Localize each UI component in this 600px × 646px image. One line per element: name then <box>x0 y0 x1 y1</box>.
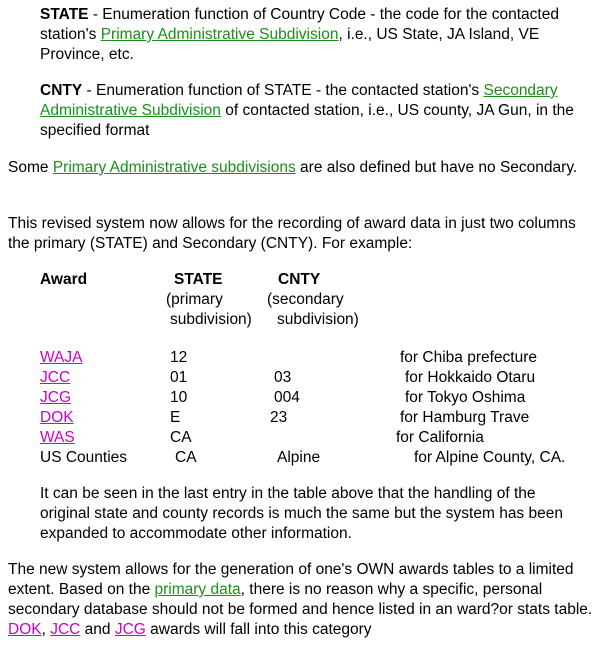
table-cell-note: for Hokkaido Otaru <box>405 369 536 386</box>
table-cell-note: for California <box>396 429 484 446</box>
table-cell-note: for Chiba prefecture <box>400 349 537 366</box>
jcc-link[interactable]: JCC <box>50 621 81 638</box>
award-link-jcc[interactable]: JCC <box>40 369 71 386</box>
header-award: Award <box>40 271 88 288</box>
award-link-jcg[interactable]: JCG <box>40 389 71 406</box>
header-cnty-sub1: (secondary <box>267 291 344 308</box>
jcg-link[interactable]: JCG <box>114 621 146 638</box>
state-term: STATE <box>40 6 89 23</box>
header-cnty: CNTY <box>278 271 321 288</box>
p3-after: are also defined but have no Secondary. <box>295 159 578 176</box>
table-cell-cnty: 004 <box>274 389 300 406</box>
table-cell-note: for Alpine County, CA. <box>414 449 566 466</box>
state-def-text: - Enumeration function of Country Code - the code for the contacted station's <box>40 6 559 43</box>
state-definition <box>40 5 595 65</box>
primary-data-link[interactable]: primary data <box>154 581 241 598</box>
table-cell-note: for Tokyo Oshima <box>405 389 526 406</box>
p3-before: Some <box>8 159 53 176</box>
revised-system-paragraph: This revised system now allows for the recording of award data in just two columns the primary (STATE) and Secondary (CNTY). For example: <box>8 215 576 252</box>
table-cell-state: CA <box>175 449 197 466</box>
table-cell-state: CA <box>170 429 192 446</box>
p6-sep2: and <box>80 621 115 638</box>
table-cell-state: 10 <box>170 389 188 406</box>
award-link-was[interactable]: WAS <box>40 429 75 446</box>
p6-sep1: , <box>41 621 51 638</box>
header-state-sub2: subdivision) <box>170 311 252 328</box>
header-cnty-sub2: subdivision) <box>277 311 359 328</box>
table-cell-note: for Hamburg Trave <box>400 409 530 426</box>
table-cell-award: US Counties <box>40 449 128 466</box>
table-cell-cnty: Alpine <box>277 449 321 466</box>
primary-subdivision-link[interactable]: Primary Administrative Subdivision <box>100 26 339 43</box>
header-state-sub1: (primary <box>166 291 223 308</box>
cnty-term: CNTY <box>40 82 83 99</box>
dok-link[interactable]: DOK <box>8 621 42 638</box>
primary-subdivisions-link[interactable]: Primary Administrative subdivisions <box>52 159 296 176</box>
table-cell-state: E <box>170 409 181 426</box>
p6-middle: , there is no reason why a specific, personal secondary database should not be formed and hence listed in an ward?or stats table. <box>8 581 593 618</box>
cnty-definition <box>40 81 595 141</box>
award-link-waja[interactable]: WAJA <box>40 349 83 366</box>
table-cell-state: 12 <box>170 349 188 366</box>
table-cell-state: 01 <box>170 369 188 386</box>
own-awards-paragraph <box>8 560 593 640</box>
cnty-def-text-end: of contacted station, i.e., US county, JA Gun, in the specified format <box>40 102 574 139</box>
cnty-def-text: - Enumeration function of STATE - the contacted station's <box>82 82 484 99</box>
primary-note-paragraph <box>8 158 598 178</box>
p6-after: awards will fall into this category <box>145 621 372 638</box>
p6-before: The new system allows for the generation of one's OWN awards tables to a limited extent. Based on the <box>8 561 574 598</box>
expansion-paragraph: It can be seen in the last entry in the table above that the handling of the original state and county records is much the same but the system has been expanded to accommodate other information. <box>40 485 563 542</box>
header-state: STATE <box>174 271 223 288</box>
table-cell-cnty: 03 <box>274 369 292 386</box>
state-def-text-end: , i.e., US State, JA Island, VE Province, etc. <box>40 26 540 63</box>
award-link-dok[interactable]: DOK <box>40 409 74 426</box>
table-cell-cnty: 23 <box>270 409 288 426</box>
secondary-subdivision-link[interactable]: Secondary Administrative Subdivision <box>40 82 558 119</box>
